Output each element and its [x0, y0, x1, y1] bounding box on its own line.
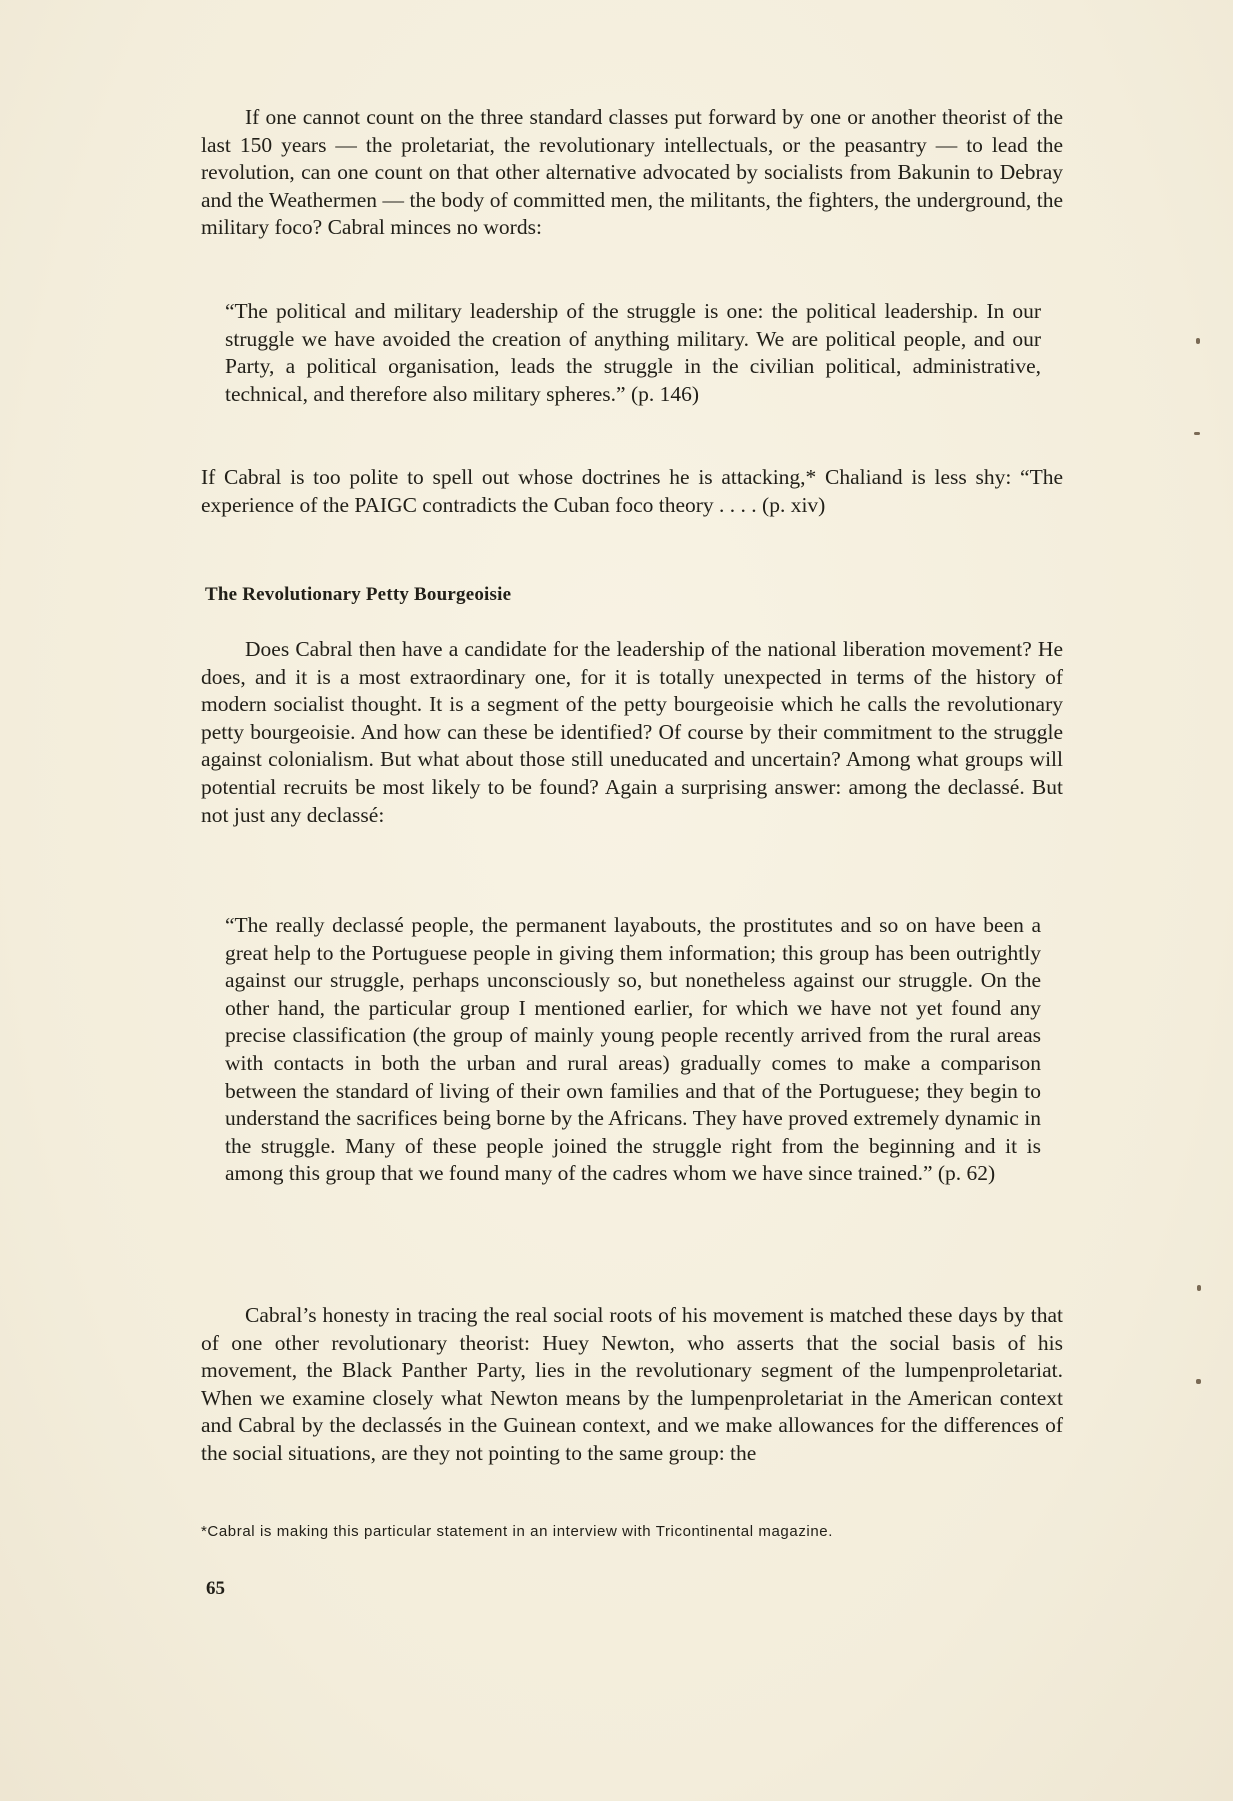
footnote: *Cabral is making this particular statement in an interview with Tricontinental magazine.	[201, 1523, 833, 1540]
paragraph-chaliand: If Cabral is too polite to spell out whose doctrines he is attacking,* Chaliand is less shy: “The experience of the PAIGC contradicts the Cuban foco theory . . . . (p. xiv)	[201, 465, 1063, 517]
block-quote-leadership: “The political and military leadership of the struggle is one: the political leadership. In our struggle we have avoided the creation of anything military. We are political people, and our Party, a political organisation, leads the struggle in the civilian political, administrative, technical, and therefore also military spheres.” (p. 146)	[225, 299, 1041, 406]
paragraph-petty-bourgeoisie: Does Cabral then have a candidate for the leadership of the national liberation movement? He does, and it is a most extraordinary one, for it is totally unexpected in terms of the history of modern socialist thought. It is a segment of the petty bourgeoisie which he calls the revolutionary petty bourgeoisie. And how can these be identified? Of course by their commitment to the struggle against colonialism. But what about those still uneducated and uncertain? Among what groups will potential recruits be most likely to be found? Again a surprising answer: among the declassé. But not just any declassé:	[201, 637, 1063, 827]
paper-speck	[1194, 432, 1200, 435]
paper-speck	[1196, 338, 1200, 344]
paragraph-foco: If one cannot count on the three standard classes put forward by one or another theorist of the last 150 years — the proletariat, the revolutionary intellectuals, or the peasantry — to lead the revolution, can one count on that other alternative advocated by socialists from Bakunin to Debray and the Weathermen — the body of committed men, the militants, the fighters, the underground, the military foco? Cabral minces no words:	[201, 105, 1063, 240]
block-quote-declasse: “The really declassé people, the permanent layabouts, the prostitutes and so on have been a great help to the Portuguese people in giving them information; this group has been outrightly against our struggle, perhaps unconsciously so, but nonetheless against our struggle. On the other hand, the particular group I mentioned earlier, for which we have not yet found any precise classification (the group of mainly young people recently arrived from the rural areas with contacts in both the urban and rural areas) gradually comes to make a comparison between the standard of living of their own families and that of the Portuguese; they begin to understand the sacrifices being borne by the Africans. They have proved extremely dynamic in the struggle. Many of these people joined the struggle right from the beginning and it is among this group that we found many of the cadres whom we have since trained.” (p. 62)	[225, 913, 1041, 1186]
page-number: 65	[206, 1578, 225, 1599]
section-heading: The Revolutionary Petty Bourgeoisie	[205, 584, 512, 605]
paragraph-newton: Cabral’s honesty in tracing the real social roots of his movement is matched these days by that of one other revolutionary theorist: Huey Newton, who asserts that the social basis of his movement, the Black Panther Party, lies in the revolutionary segment of the lumpenproletariat. When we examine closely what Newton means by the lumpenproletariat in the American context and Cabral by the declassés in the Guinean context, and we make allowances for the differences of the social situations, are they not pointing to the same group: the	[201, 1303, 1063, 1465]
paper-speck	[1197, 1285, 1201, 1291]
paper-speck	[1196, 1379, 1201, 1384]
